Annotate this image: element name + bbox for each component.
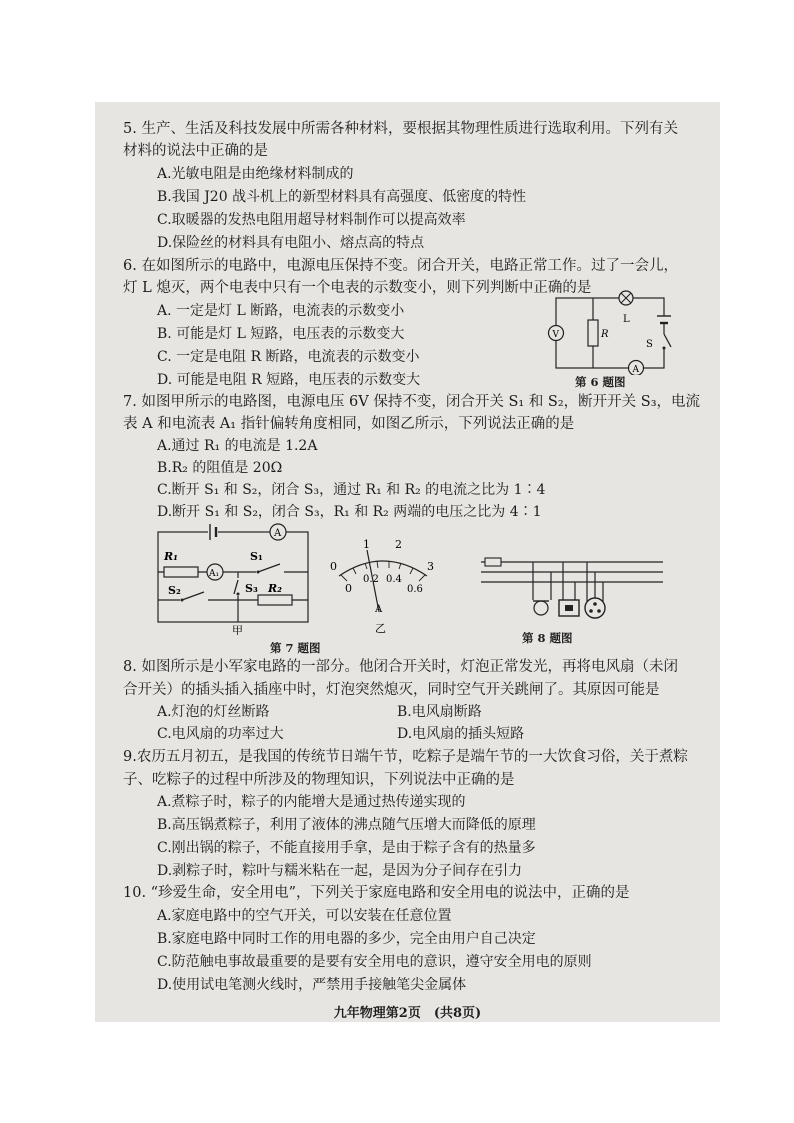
q10-option-d: D.使用试电笔测火线时，严禁用手接触笔尖金属体 (157, 977, 467, 993)
q7-label-s2: S₂ (168, 584, 181, 597)
q5-option-d: D.保险丝的材料具有电阻小、熔点高的特点 (157, 235, 425, 251)
q7-meter-bottom-2: 0.4 (386, 574, 402, 585)
q7-switch-s3-icon (232, 578, 244, 596)
q9-stem-line-1: 9.农历五月初五，是我国的传统节日端午节，吃粽子是端午节的一大饮食习俗，关于煮粽 (123, 749, 688, 765)
q7-circuit-jia (150, 520, 315, 635)
svg-text:A: A (274, 528, 282, 539)
page-footer: 九年物理第2页 (共8页) (333, 1006, 482, 1021)
q10-option-a: A.家庭电路中的空气开关，可以安装在任意位置 (157, 908, 452, 924)
q9-option-d: D.剥粽子时，粽叶与糯米粘在一起，是因为分子间存在引力 (157, 863, 523, 879)
q6-stem-line-2: 灯 L 熄灭，两个电表中只有一个电表的示数变小，则下列判断中正确的是 (123, 280, 592, 296)
q7-label-yi: 乙 (375, 622, 386, 634)
q6-option-a: A. 一定是灯 L 断路，电流表的示数变小 (157, 303, 405, 319)
q7-meter-bottom-1: 0.2 (363, 574, 379, 585)
q6-circuit-diagram (538, 290, 678, 375)
q7-label-s3: S₃ (245, 582, 258, 595)
q7-meter-top-1: 1 (363, 538, 370, 551)
q8-household-circuit (473, 552, 673, 627)
q7-meter-top-2: 2 (395, 538, 402, 551)
q5-stem-line-1: 5. 生产、生活及科技发展中所需各种材料，要根据其物理性质进行选取利用。下列有关 (123, 121, 678, 137)
q6-voltmeter-icon (549, 326, 564, 341)
q5-option-c: C.取暖器的发热电阻用超导材料制作可以提高效率 (157, 212, 466, 228)
q8-option-d: D.电风扇的插头短路 (397, 726, 525, 742)
q8-stem-line-2: 合开关）的插头插入插座中时，灯泡突然熄灭，同时空气开关跳闸了。其原因可能是 (123, 682, 660, 698)
q7-switch-s2-icon (180, 592, 208, 606)
q6-option-c: C. 一定是电阻 R 断路，电流表的示数变小 (157, 349, 420, 365)
q7-resistor-r1-icon (164, 567, 198, 577)
q6-ammeter-icon (629, 361, 644, 376)
q7-option-d: D.断开 S₁ 和 S₂，闭合 S₃，R₁ 和 R₂ 两端的电压之比为 4∶1 (157, 504, 542, 520)
q6-figure-caption: 第 6 题图 (575, 375, 626, 389)
q8-socket-icon (585, 598, 605, 618)
q10-stem-line-1: 10. “珍爱生命，安全用电”，下列关于家庭电路和安全用电的说法中，正确的是 (123, 885, 630, 901)
q5-option-a: A.光敏电阻是由绝缘材料制成的 (157, 166, 354, 182)
q8-lamp-icon (533, 601, 549, 615)
q8-figure-caption: 第 8 题图 (522, 631, 573, 645)
q9-option-b: B.高压锅煮粽子，利用了液体的沸点随气压增大而降低的原理 (157, 817, 536, 833)
q7-label-s1: S₁ (250, 550, 263, 563)
q8-switch-icon (559, 600, 579, 616)
q7-stem-line-1: 7. 如图甲所示的电路图，电源电压 6V 保持不变，闭合开关 S₁ 和 S₂，断开开关 S₃，电流 (123, 394, 701, 410)
q7-option-c: C.断开 S₁ 和 S₂，闭合 S₃，通过 R₁ 和 R₂ 的电流之比为 1∶4 (157, 482, 546, 498)
q7-figure-caption: 第 7 题图 (270, 641, 321, 655)
q6-option-d: D. 可能是电阻 R 短路，电压表的示数变大 (157, 372, 421, 388)
svg-text:V: V (552, 330, 559, 340)
q5-option-b: B.我国 J20 战斗机上的新型材料具有高强度、低密度的特性 (157, 189, 527, 205)
q7-label-r1: R₁ (164, 550, 178, 563)
q10-option-b: B.家庭电路中同时工作的用电器的多少，完全由用户自己决定 (157, 931, 536, 947)
q7-stem-line-2: 表 A 和电流表 A₁ 指针偏转角度相同，如图乙所示，下列说法正确的是 (123, 416, 575, 432)
q10-option-c: C.防范触电事故最重要的是要有安全用电的意识，遵守安全用电的原则 (157, 954, 592, 970)
q6-label-s: S (646, 339, 653, 350)
q6-label-r: R (601, 329, 609, 340)
q7-battery-icon (208, 524, 218, 540)
q6-lamp-icon (619, 291, 633, 305)
q7-option-b: B.R₂ 的阻值是 20Ω (157, 460, 283, 476)
q5-stem-line-2: 材料的说法中正确的是 (123, 143, 268, 159)
q9-option-c: C.刚出锅的粽子，不能直接用手拿，是由于粽子含有的热量多 (157, 840, 536, 856)
q6-switch-icon (658, 334, 671, 350)
q9-option-a: A.煮粽子时，粽子的内能增大是通过热传递实现的 (157, 794, 466, 810)
q7-meter-top-3: 3 (427, 560, 434, 573)
q7-switch-s1-icon (256, 562, 284, 576)
q7-meter-bottom-0: 0 (345, 582, 352, 595)
q6-resistor-icon (588, 320, 598, 346)
q7-label-jia: 甲 (232, 624, 243, 635)
svg-text:A₁: A₁ (209, 569, 220, 579)
q6-battery-icon (657, 316, 671, 324)
q7-meter-yi (327, 534, 439, 634)
q8-option-a: A.灯泡的灯丝断路 (157, 704, 270, 720)
q6-stem-line-1: 6. 在如图所示的电路中，电源电压保持不变。闭合开关，电路正常工作。过了一会儿， (123, 258, 678, 274)
q7-meter-scale-ticks (341, 561, 425, 581)
q8-stem-line-1: 8. 如图所示是小军家电路的一部分。他闭合开关时，灯泡正常发光，再将电风扇（未闭 (123, 659, 678, 675)
q6-label-l: L (623, 314, 630, 325)
exam-page (95, 102, 720, 1022)
q7-meter-pin-label: A (375, 604, 383, 615)
q7-meter-top-0: 0 (330, 560, 337, 573)
q6-option-b: B. 可能是灯 L 短路，电压表的示数变大 (157, 326, 405, 342)
q7-meter-bottom-3: 0.6 (407, 584, 423, 595)
q7-resistor-r2-icon (258, 595, 292, 605)
q7-ammeter-a1-icon (207, 564, 223, 580)
q8-option-c: C.电风扇的功率过大 (157, 726, 284, 742)
q8-fuse-icon (485, 558, 501, 566)
q7-label-r2: R₂ (268, 582, 282, 595)
q8-option-b: B.电风扇断路 (397, 704, 482, 720)
q7-ammeter-a-icon (270, 524, 286, 540)
q7-option-a: A.通过 R₁ 的电流是 1.2A (157, 438, 318, 454)
q9-stem-line-2: 子、吃粽子的过程中所涉及的物理知识，下列说法中正确的是 (123, 772, 515, 788)
svg-text:A: A (632, 365, 639, 375)
